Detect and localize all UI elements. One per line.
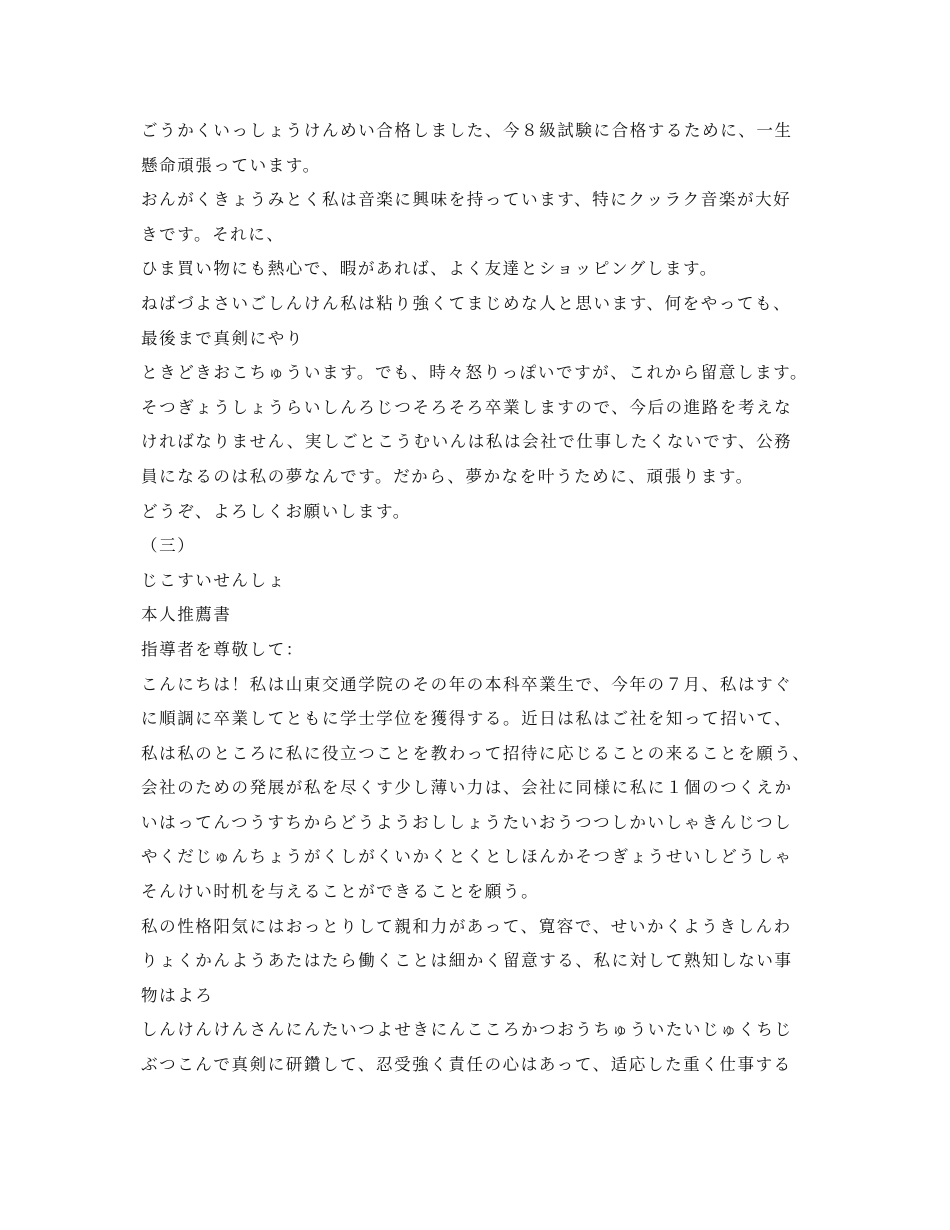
text-line: そつぎょうしょうらいしんろじつそろそろ卒業しますので、今后の進路を考えな <box>141 397 793 417</box>
text-line: ねばづよさいごしんけん私は粘り強くてまじめな人と思います、何をやっても、 <box>141 293 792 313</box>
text-line: どうぞ、よろしくお願いします。 <box>141 501 411 521</box>
text-line: しんけんけんさんにんたいつよせきにんこころかつおうちゅういたいじゅくちじ <box>141 1020 793 1040</box>
text-line: おんがくきょうみとく私は音楽に興味を持っています、特にクッラク音楽が大好 <box>141 190 792 210</box>
text-line: いはってんつうすちからどうようおししょうたいおうつつしかいしゃきんじつし <box>141 812 793 832</box>
text-line: 員になるのは私の夢なんです。だから、夢かなを叶うために、頑張ります。 <box>141 466 754 486</box>
text-line: きです。それに、 <box>141 224 285 244</box>
section-reading: じこすいせんしょ <box>141 570 286 590</box>
body-text <box>141 114 841 1083</box>
text-line: ければなりません、実しごとこうむいんは私は会社で仕事したくないです、公務 <box>141 432 793 452</box>
section-number: （三） <box>141 536 196 556</box>
text-line: 最後まで真剣にやり <box>141 328 304 348</box>
text-line: に順調に卒業してともに学士学位を獲得する。近日は私はご社を知って招いて、 <box>141 709 793 729</box>
text-line: ぶつこんで真剣に研鑽して、忍受強く責任の心はあって、适応した重く仕事する <box>141 1055 792 1075</box>
text-line: ときどきおこちゅういます。でも、時々怒りっぽいですが、これから留意します。 <box>141 363 809 383</box>
text-line: 会社のための発展が私を尽くす少し薄い力は、会社に同様に私に１個のつくえか <box>141 778 793 798</box>
text-line: 物はよろ <box>141 985 214 1005</box>
section-title: 本人推薦書 <box>141 605 232 625</box>
text-line: 私は私のところに私に役立つことを教わって招待に応じることの来ることを願う、 <box>141 743 811 763</box>
text-line: 私の性格阳気にはおっとりして親和力があって、寛容で、せいかくようきしんわ <box>141 916 792 936</box>
text-line: 懸命頑張っています。 <box>141 155 321 175</box>
text-line: ごうかくいっしょうけんめい合格しました、今８級試験に合格するために、一生 <box>141 121 793 140</box>
salutation: 指導者を尊敬して： <box>141 639 304 659</box>
text-line: こんにちは！私は山東交通学院のその年の本科卒業生で、今年の７月、私はすぐ <box>141 674 793 694</box>
text-line: そんけい时机を与えることができることを願う。 <box>141 882 540 902</box>
text-line: りょくかんようあたはたら働くことは細かく留意する、私に対して熟知しない事 <box>141 951 793 971</box>
text-line: やくだじゅんちょうがくしがくいかくとくとしほんかそつぎょうせいしどうしゃ <box>141 847 793 867</box>
text-line: ひま買い物にも熱心で、暇があれば、よく友達とショッピングします。 <box>141 259 718 279</box>
